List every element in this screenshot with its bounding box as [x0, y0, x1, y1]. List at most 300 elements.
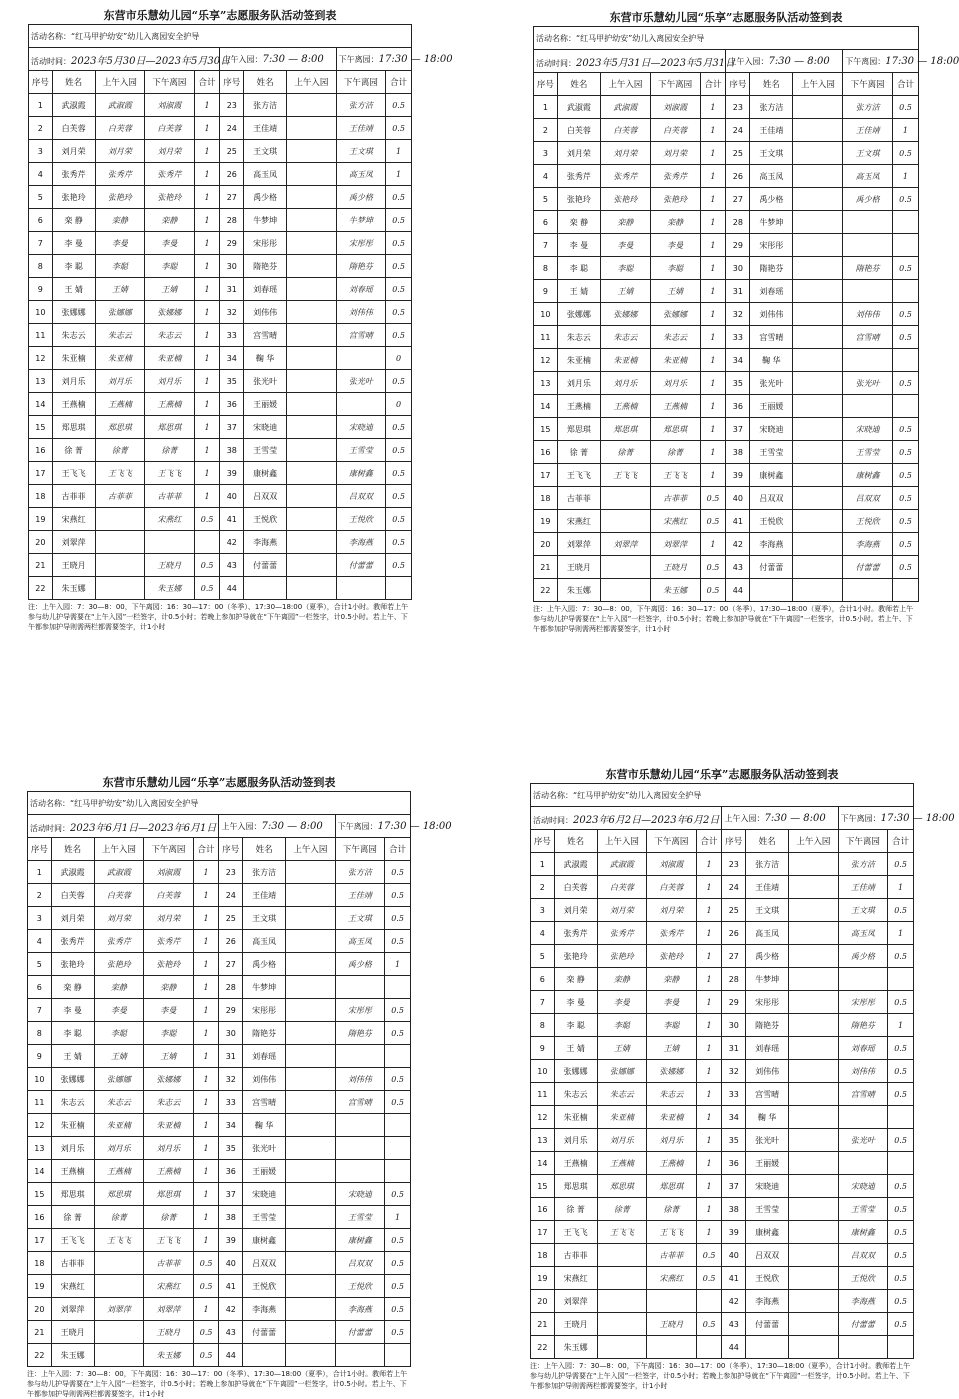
- am-signature: 白芙蓉: [95, 117, 144, 140]
- am-signature: [94, 1344, 143, 1367]
- time-row: [531, 807, 914, 830]
- pm-signature: 栾静: [650, 211, 700, 234]
- am-signature: [286, 1298, 335, 1321]
- am-signature: 张艳玲: [597, 945, 646, 968]
- pm-signature: [335, 1114, 384, 1137]
- hours-total: 0.5: [696, 1244, 722, 1267]
- row-number: 42: [219, 1298, 243, 1321]
- row-number: 20: [29, 531, 53, 554]
- column-header: 下午离园: [838, 830, 887, 853]
- am-signature: [287, 462, 336, 485]
- pm-signature: 刘月荣: [145, 140, 194, 163]
- row-number: 9: [29, 278, 53, 301]
- hours-total: 0.5: [892, 96, 918, 119]
- member-name: 康树鑫: [243, 1229, 286, 1252]
- hours-total: 0.5: [385, 1022, 411, 1045]
- row-number: 12: [28, 1114, 52, 1137]
- signin-table: [27, 791, 452, 1367]
- row-number: 31: [726, 280, 750, 303]
- hours-total: 0.5: [888, 1037, 914, 1060]
- pm-signature: [335, 1045, 384, 1068]
- pm-signature: 刘伟伟: [336, 301, 385, 324]
- member-name: 李海燕: [750, 533, 793, 556]
- member-name: 刘春瑶: [244, 278, 287, 301]
- am-signature: [287, 278, 336, 301]
- member-name: 王 婧: [554, 1037, 597, 1060]
- hours-total: 1: [700, 326, 726, 349]
- member-name: 刘月乐: [554, 1129, 597, 1152]
- hours-total: 1: [696, 1152, 722, 1175]
- pm-signature: 刘月乐: [144, 1137, 193, 1160]
- am-signature: 白芙蓉: [601, 119, 651, 142]
- am-signature: [793, 165, 843, 188]
- pm-signature: [335, 1160, 384, 1183]
- member-name: 付蕾蕾: [746, 1313, 789, 1336]
- am-signature: 李聪: [95, 255, 144, 278]
- am-signature: 张艳玲: [601, 188, 651, 211]
- row-number: 19: [29, 508, 53, 531]
- am-signature: 郑思琪: [95, 416, 144, 439]
- table-row: [29, 577, 412, 600]
- hours-total: 0.5: [700, 579, 726, 602]
- member-name: 朱亚楠: [557, 349, 600, 372]
- row-number: 8: [531, 1014, 555, 1037]
- am-signature: 张娜娜: [94, 1068, 143, 1091]
- am-signature: [601, 579, 651, 602]
- am-signature: [286, 907, 335, 930]
- am-signature: [789, 1313, 838, 1336]
- row-number: 14: [28, 1160, 52, 1183]
- am-time-cell: [726, 50, 843, 73]
- table-row: [534, 303, 919, 326]
- am-signature: [287, 94, 336, 117]
- activity-row: [29, 25, 412, 48]
- row-number: 11: [28, 1091, 52, 1114]
- hours-total: 0.5: [385, 1183, 411, 1206]
- hours-total: 0.5: [386, 209, 412, 232]
- member-name: 王燕楠: [557, 395, 600, 418]
- hours-total: 1: [700, 142, 726, 165]
- hours-total: [888, 1152, 914, 1175]
- member-name: 刘伟伟: [244, 301, 287, 324]
- member-name: 宋晓迪: [746, 1175, 789, 1198]
- hours-total: 0.5: [892, 303, 918, 326]
- hours-total: 0.5: [193, 1321, 219, 1344]
- row-number: 10: [29, 301, 53, 324]
- member-name: 张方洁: [746, 853, 789, 876]
- member-name: 付蕾蕾: [244, 554, 287, 577]
- am-signature: 朱志云: [601, 326, 651, 349]
- hours-total: 1: [193, 1114, 219, 1137]
- table-row: [28, 1091, 411, 1114]
- table-row: [29, 94, 412, 117]
- pm-signature: 张娜娜: [145, 301, 194, 324]
- am-signature: [789, 1152, 838, 1175]
- row-number: 41: [220, 508, 244, 531]
- hours-total: 0.5: [892, 510, 918, 533]
- table-row: [29, 324, 412, 347]
- row-number: 3: [29, 140, 53, 163]
- am-signature: [286, 861, 335, 884]
- row-number: 1: [534, 96, 558, 119]
- pm-signature: 王雪莹: [838, 1198, 887, 1221]
- member-name: 宋彤彤: [750, 234, 793, 257]
- pm-signature: 朱志云: [647, 1083, 696, 1106]
- row-number: 30: [220, 255, 244, 278]
- am-signature: 张艳玲: [94, 953, 143, 976]
- column-header: 上午入园: [601, 73, 651, 96]
- table-row: [28, 1298, 411, 1321]
- hours-total: [892, 395, 918, 418]
- column-header: 姓名: [554, 830, 597, 853]
- pm-time-label: 下午离园：: [845, 56, 886, 66]
- hours-total: 0.5: [888, 991, 914, 1014]
- am-signature: [789, 1198, 838, 1221]
- row-number: 34: [726, 349, 750, 372]
- row-number: 27: [726, 188, 750, 211]
- row-number: 21: [534, 556, 558, 579]
- member-name: 牛梦坤: [750, 211, 793, 234]
- row-number: 29: [219, 999, 243, 1022]
- am-signature: [287, 439, 336, 462]
- am-signature: 朱志云: [95, 324, 144, 347]
- row-number: 33: [726, 326, 750, 349]
- row-number: 6: [534, 211, 558, 234]
- table-row: [29, 163, 412, 186]
- pm-signature: 刘春瑶: [838, 1037, 887, 1060]
- member-name: 宋晓迪: [243, 1183, 286, 1206]
- pm-signature: 郑思琪: [650, 418, 700, 441]
- table-row: [534, 257, 919, 280]
- hours-total: 1: [194, 393, 220, 416]
- signin-table: [28, 24, 453, 600]
- table-row: [534, 211, 919, 234]
- pm-signature: 朱玉娜: [145, 577, 194, 600]
- am-signature: 李聪: [597, 1014, 646, 1037]
- am-signature: [793, 418, 843, 441]
- member-name: 王晓月: [557, 556, 600, 579]
- am-signature: 栾静: [597, 968, 646, 991]
- pm-signature: 刘翠萍: [650, 533, 700, 556]
- hours-total: 1: [194, 301, 220, 324]
- hours-total: 1: [193, 999, 219, 1022]
- row-number: 29: [220, 232, 244, 255]
- table-row: [534, 487, 919, 510]
- am-signature: [94, 1275, 143, 1298]
- pm-signature: 李聪: [145, 255, 194, 278]
- am-signature: 张秀芹: [95, 163, 144, 186]
- member-name: 朱玉娜: [51, 1344, 94, 1367]
- pm-time-value: 17:30 — 18:00: [377, 820, 452, 832]
- table-row: [29, 278, 412, 301]
- column-header: 下午离园: [843, 73, 893, 96]
- row-number: 8: [28, 1022, 52, 1045]
- member-name: 王晓月: [554, 1313, 597, 1336]
- row-number: 43: [220, 554, 244, 577]
- hours-total: 1: [700, 372, 726, 395]
- hours-total: 0.5: [888, 945, 914, 968]
- table-row: [29, 209, 412, 232]
- hours-total: 0.5: [888, 1198, 914, 1221]
- hours-total: 0.5: [386, 485, 412, 508]
- am-signature: 李曼: [601, 234, 651, 257]
- pm-signature: 张方洁: [335, 861, 384, 884]
- row-number: 15: [534, 418, 558, 441]
- hours-total: 1: [696, 899, 722, 922]
- pm-signature: 张秀芹: [144, 930, 193, 953]
- member-name: 王飞飞: [557, 464, 600, 487]
- am-signature: [789, 922, 838, 945]
- member-name: 王丽媛: [244, 393, 287, 416]
- row-number: 24: [219, 884, 243, 907]
- hours-total: 1: [696, 1060, 722, 1083]
- pm-signature: 刘月荣: [650, 142, 700, 165]
- table-row: [28, 1183, 411, 1206]
- member-name: 栾 静: [52, 209, 95, 232]
- column-header: 姓名: [750, 73, 793, 96]
- pm-signature: 李曼: [647, 991, 696, 1014]
- hours-total: 1: [193, 930, 219, 953]
- member-name: [244, 577, 287, 600]
- table-row: [28, 976, 411, 999]
- member-name: 武淑霞: [52, 94, 95, 117]
- member-name: 张秀芹: [51, 930, 94, 953]
- am-signature: 王燕楠: [94, 1160, 143, 1183]
- row-number: 16: [28, 1206, 52, 1229]
- am-signature: [793, 280, 843, 303]
- member-name: [750, 579, 793, 602]
- am-signature: [597, 1244, 646, 1267]
- table-row: [534, 464, 919, 487]
- member-name: 郑思琪: [52, 416, 95, 439]
- hours-total: 1: [700, 395, 726, 418]
- member-name: 王文琪: [244, 140, 287, 163]
- am-signature: [287, 163, 336, 186]
- pm-signature: 刘月荣: [144, 907, 193, 930]
- hours-total: 1: [193, 1068, 219, 1091]
- hours-total: 0.5: [386, 255, 412, 278]
- am-signature: 刘月乐: [94, 1137, 143, 1160]
- am-signature: [793, 234, 843, 257]
- sheet-note: 注：上午入园：7：30—8：00，下午离园：16：30—17：00（冬季）、17:30—18:00（夏季），合计1小时。教师若上午参与幼儿护导需要在“上午入园”一栏签字，计0.5小时；若晚上参加护导就在“下午离园”一栏签字，计0.5小时。若上午、下午都参加护导则需两栏都需要签字，计1小时: [27, 1370, 408, 1398]
- am-signature: 徐菁: [597, 1198, 646, 1221]
- table-row: [534, 165, 919, 188]
- hours-total: 0: [386, 347, 412, 370]
- row-number: 37: [220, 416, 244, 439]
- row-number: 6: [29, 209, 53, 232]
- am-signature: 王婧: [94, 1045, 143, 1068]
- am-signature: [287, 508, 336, 531]
- hours-total: 1: [696, 1198, 722, 1221]
- hours-total: 1: [696, 1106, 722, 1129]
- column-header: 合计: [385, 838, 411, 861]
- member-name: 宋燕红: [52, 508, 95, 531]
- pm-signature: 徐菁: [145, 439, 194, 462]
- row-number: 1: [531, 853, 555, 876]
- pm-signature: 隋艳芬: [336, 255, 385, 278]
- hours-total: 1: [194, 439, 220, 462]
- pm-signature: [336, 577, 385, 600]
- hours-total: 1: [194, 94, 220, 117]
- member-name: 宋彤彤: [244, 232, 287, 255]
- hours-total: 1: [700, 464, 726, 487]
- member-name: 张艳玲: [52, 186, 95, 209]
- hours-total: [385, 1137, 411, 1160]
- column-header: 姓名: [746, 830, 789, 853]
- row-number: 25: [726, 142, 750, 165]
- pm-signature: 白芙蓉: [144, 884, 193, 907]
- row-number: 14: [531, 1152, 555, 1175]
- row-number: 13: [28, 1137, 52, 1160]
- pm-signature: [843, 579, 893, 602]
- hours-total: 0.5: [194, 554, 220, 577]
- member-name: 朱志云: [51, 1091, 94, 1114]
- pm-signature: 刘伟伟: [838, 1060, 887, 1083]
- row-number: 39: [220, 462, 244, 485]
- pm-signature: [843, 234, 893, 257]
- hours-total: 1: [194, 232, 220, 255]
- member-name: 张娜娜: [554, 1060, 597, 1083]
- column-header: 序号: [531, 830, 555, 853]
- row-number: 21: [29, 554, 53, 577]
- header-row: [29, 71, 412, 94]
- row-number: 36: [726, 395, 750, 418]
- hours-total: 1: [193, 1206, 219, 1229]
- pm-signature: 张艳玲: [650, 188, 700, 211]
- member-name: 古菲菲: [557, 487, 600, 510]
- pm-signature: [647, 1336, 696, 1359]
- member-name: 朱志云: [52, 324, 95, 347]
- am-signature: [601, 556, 651, 579]
- hours-total: 1: [194, 209, 220, 232]
- hours-total: 0.5: [888, 1221, 914, 1244]
- table-row: [534, 326, 919, 349]
- row-number: 6: [531, 968, 555, 991]
- am-signature: 徐菁: [601, 441, 651, 464]
- am-time-label: 上午入园：: [724, 813, 765, 823]
- pm-signature: 高玉凤: [336, 163, 385, 186]
- pm-signature: 郑思琪: [144, 1183, 193, 1206]
- pm-signature: 刘翠萍: [144, 1298, 193, 1321]
- am-signature: [793, 579, 843, 602]
- am-signature: [286, 953, 335, 976]
- pm-signature: 吕双双: [336, 485, 385, 508]
- am-signature: [286, 1160, 335, 1183]
- hours-total: 1: [194, 278, 220, 301]
- member-name: 张娜娜: [557, 303, 600, 326]
- pm-signature: 王文琪: [335, 907, 384, 930]
- am-signature: [286, 1321, 335, 1344]
- am-signature: 王婧: [601, 280, 651, 303]
- activity-time-cell: [28, 815, 219, 838]
- member-name: 王燕楠: [51, 1160, 94, 1183]
- table-row: [29, 232, 412, 255]
- am-signature: [789, 876, 838, 899]
- row-number: 18: [28, 1252, 52, 1275]
- table-row: [534, 533, 919, 556]
- am-signature: 朱亚楠: [95, 347, 144, 370]
- hours-total: 0.5: [700, 510, 726, 533]
- member-name: 刘伟伟: [750, 303, 793, 326]
- row-number: 28: [219, 976, 243, 999]
- table-row: [28, 930, 411, 953]
- am-signature: [287, 117, 336, 140]
- hours-total: 0.5: [892, 188, 918, 211]
- row-number: 35: [722, 1129, 746, 1152]
- member-name: 牛梦坤: [244, 209, 287, 232]
- am-signature: [286, 1068, 335, 1091]
- member-name: 宋彤彤: [746, 991, 789, 1014]
- member-name: 张光叶: [244, 370, 287, 393]
- hours-total: 0.5: [385, 861, 411, 884]
- member-name: 宫雪晴: [243, 1091, 286, 1114]
- am-signature: [286, 1022, 335, 1045]
- hours-total: 0.5: [385, 884, 411, 907]
- row-number: 13: [29, 370, 53, 393]
- table-row: [531, 922, 914, 945]
- pm-signature: 宋燕红: [647, 1267, 696, 1290]
- row-number: 38: [726, 441, 750, 464]
- column-header: 序号: [219, 838, 243, 861]
- pm-time-value: 17:30 — 18:00: [880, 812, 955, 824]
- row-number: 9: [531, 1037, 555, 1060]
- pm-signature: [647, 1290, 696, 1313]
- member-name: 古菲菲: [51, 1252, 94, 1275]
- row-number: 19: [531, 1267, 555, 1290]
- row-number: 40: [220, 485, 244, 508]
- pm-signature: 牛梦坤: [336, 209, 385, 232]
- activity-time-label: 活动时间：: [536, 58, 576, 68]
- row-number: 25: [220, 140, 244, 163]
- hours-total: 0.5: [386, 117, 412, 140]
- am-signature: [789, 899, 838, 922]
- am-time-cell: [722, 807, 838, 830]
- table-row: [531, 1175, 914, 1198]
- table-row: [29, 301, 412, 324]
- member-name: 张艳玲: [51, 953, 94, 976]
- column-header: 序号: [722, 830, 746, 853]
- activity-row: [28, 792, 411, 815]
- table-row: [29, 186, 412, 209]
- row-number: 11: [534, 326, 558, 349]
- hours-total: 0.5: [386, 186, 412, 209]
- am-signature: 刘月荣: [95, 140, 144, 163]
- row-number: 15: [531, 1175, 555, 1198]
- member-name: 李 聪: [554, 1014, 597, 1037]
- am-signature: [597, 1267, 646, 1290]
- table-row: [531, 1014, 914, 1037]
- hours-total: 1: [700, 349, 726, 372]
- pm-time-value: 17:30 — 18:00: [378, 53, 453, 65]
- row-number: 2: [28, 884, 52, 907]
- table-row: [531, 1244, 914, 1267]
- hours-total: 1: [193, 861, 219, 884]
- pm-signature: 高玉凤: [843, 165, 893, 188]
- pm-signature: 王晓月: [145, 554, 194, 577]
- pm-signature: 张秀芹: [650, 165, 700, 188]
- member-name: 鞠 华: [243, 1114, 286, 1137]
- row-number: 38: [219, 1206, 243, 1229]
- am-signature: 徐菁: [94, 1206, 143, 1229]
- row-number: 33: [722, 1083, 746, 1106]
- row-number: 27: [220, 186, 244, 209]
- hours-total: 0.5: [386, 301, 412, 324]
- row-number: 24: [726, 119, 750, 142]
- member-name: 郑思琪: [51, 1183, 94, 1206]
- row-number: 8: [29, 255, 53, 278]
- member-name: 刘翠萍: [557, 533, 600, 556]
- row-number: 3: [28, 907, 52, 930]
